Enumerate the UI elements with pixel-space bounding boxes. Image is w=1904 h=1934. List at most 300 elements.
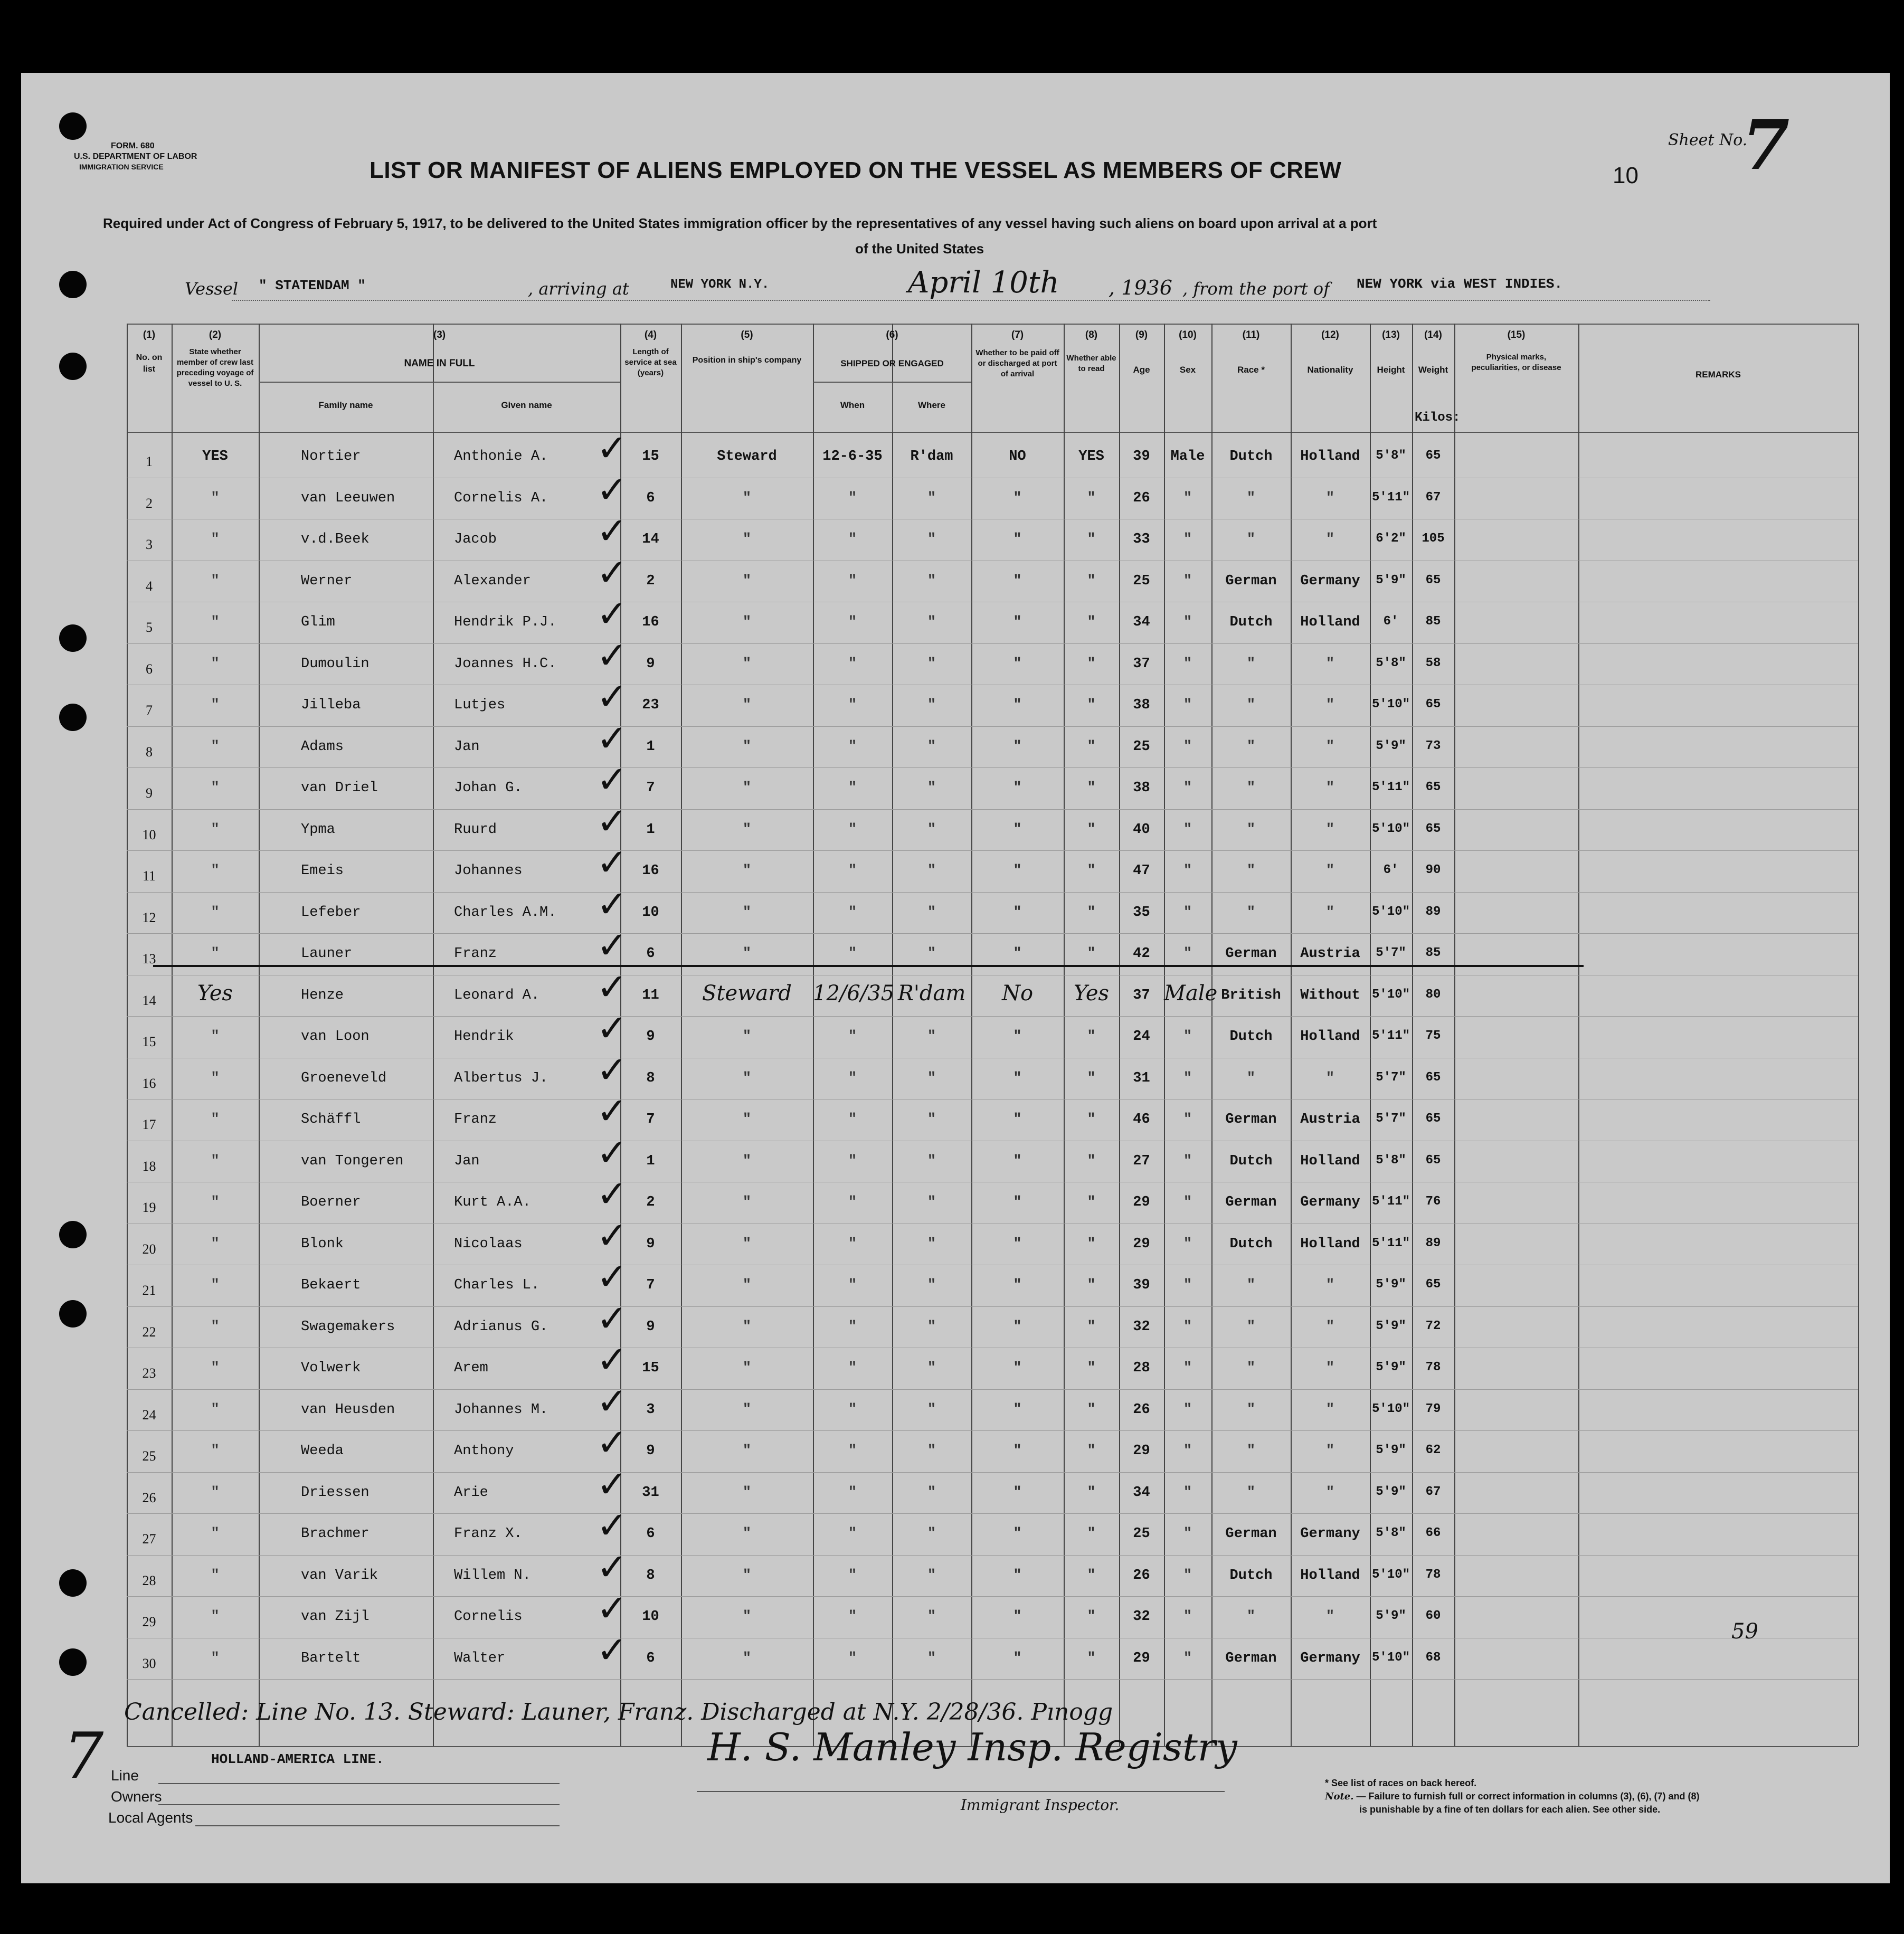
cell-sex: " [1183, 780, 1192, 796]
cell-read: " [1087, 863, 1096, 879]
cell-weight: 85 [1425, 614, 1441, 629]
margin-note: 59 [1731, 1619, 1758, 1644]
cell-age: 28 [1133, 1360, 1150, 1376]
cell-family: van Loon [301, 1029, 370, 1045]
cell-prev: " [211, 780, 220, 796]
cell-nat: " [1325, 656, 1335, 672]
cell-where: " [927, 821, 936, 838]
cell-no: 28 [142, 1572, 156, 1588]
cell-race: " [1246, 863, 1256, 879]
cell-given: Hendrik P.J. [454, 614, 557, 630]
cell-given: Adrianus G. [454, 1319, 548, 1335]
cell-given: Franz [454, 1112, 497, 1127]
cell-height: 5'10" [1371, 1650, 1410, 1665]
cell-nat: " [1325, 738, 1335, 755]
cell-paid: " [1013, 821, 1022, 838]
punch-hole [59, 1648, 87, 1676]
row-rule [127, 1555, 1858, 1556]
owners-label: Owners [111, 1788, 162, 1805]
check-mark-icon: ✓ [596, 1297, 628, 1339]
col9-header: (9) Age [1133, 329, 1150, 375]
line13-strikethrough [153, 965, 1584, 967]
cell-weight: 78 [1425, 1567, 1441, 1582]
row-rule [127, 1389, 1858, 1390]
cell-age: 29 [1133, 1236, 1150, 1252]
cell-given: Alexander [454, 573, 531, 589]
cell-paid: " [1013, 1526, 1022, 1542]
check-mark-icon: ✓ [596, 1091, 628, 1132]
manifest-sheet [21, 73, 1890, 1883]
from-port: NEW YORK via WEST INDIES. [1357, 276, 1563, 292]
cell-sex: " [1183, 1401, 1192, 1418]
check-mark-icon: ✓ [596, 428, 628, 469]
check-mark-icon: ✓ [596, 925, 628, 966]
cell-family: v.d.Beek [301, 532, 370, 547]
cell-race: " [1246, 1319, 1256, 1335]
cell-family: Launer [301, 946, 353, 962]
corner-mark: 7 [63, 1720, 104, 1793]
cell-service: 7 [646, 1112, 655, 1127]
cell-service: 9 [646, 1029, 655, 1045]
cell-when: " [848, 1236, 857, 1252]
cell-service: 15 [642, 1360, 659, 1376]
cell-no: 8 [146, 744, 153, 760]
cell-where: " [927, 1609, 936, 1625]
cell-no: 13 [142, 951, 156, 966]
row-rule [127, 1306, 1858, 1307]
check-mark-icon: ✓ [596, 1215, 628, 1256]
col12-header: (12) Nationality [1307, 329, 1353, 375]
cell-sex: " [1183, 863, 1192, 879]
cell-no: 25 [142, 1448, 156, 1464]
cell-position: " [742, 1277, 752, 1293]
cell-age: 25 [1133, 573, 1150, 589]
cell-service: 10 [642, 1609, 659, 1625]
form-number: FORM. 680 [111, 141, 155, 150]
cell-height: 6' [1383, 863, 1399, 877]
cell-when: " [848, 656, 857, 672]
cell-paid: " [1013, 1360, 1022, 1376]
cell-nat: " [1325, 1443, 1335, 1459]
cell-paid: " [1013, 1567, 1022, 1584]
cell-family: Werner [301, 573, 353, 589]
cell-when: " [848, 532, 857, 547]
cell-nat: Holland [1300, 1029, 1360, 1045]
cell-no: 10 [142, 827, 156, 842]
col3-family-header: Family name [318, 400, 373, 410]
check-mark-icon: ✓ [596, 1505, 628, 1546]
cell-when: " [848, 1194, 857, 1210]
cell-where: " [927, 1526, 936, 1542]
check-mark-icon: ✓ [596, 1132, 628, 1173]
cell-position: " [742, 1112, 752, 1127]
cell-paid: " [1013, 1153, 1022, 1169]
cell-given: Anthonie A. [454, 449, 548, 464]
cell-paid: " [1013, 780, 1022, 796]
cell-sex: " [1183, 1236, 1192, 1252]
cell-paid: " [1013, 1609, 1022, 1625]
cell-height: 5'7" [1376, 1112, 1406, 1126]
cell-prev: YES [202, 449, 228, 464]
row-rule [127, 892, 1858, 893]
cell-age: 26 [1133, 1567, 1150, 1584]
cell-read: " [1087, 1567, 1096, 1584]
cell-race: " [1246, 1360, 1256, 1376]
cell-weight: 67 [1425, 490, 1441, 505]
cell-sex: Male [1164, 981, 1218, 1006]
cell-read: " [1087, 1360, 1096, 1376]
cell-height: 5'10" [1371, 697, 1410, 712]
line-label: Line [111, 1767, 139, 1784]
cell-paid: " [1013, 1650, 1022, 1666]
cell-paid: " [1013, 1194, 1022, 1210]
cell-position: " [742, 1194, 752, 1210]
row-rule [127, 933, 1858, 934]
cell-nat: " [1325, 1277, 1335, 1293]
cell-race: German [1225, 573, 1277, 589]
cell-given: Franz [454, 946, 497, 962]
cell-given: Cornelis A. [454, 490, 548, 506]
cell-given: Willem N. [454, 1567, 531, 1584]
weight-unit: Kilos: [1415, 411, 1461, 425]
check-mark-icon: ✓ [596, 1008, 628, 1049]
cell-position: " [742, 1070, 752, 1086]
cell-service: 9 [646, 656, 655, 672]
cell-prev: " [211, 1112, 220, 1127]
cell-given: Charles L. [454, 1277, 540, 1293]
cell-family: van Driel [301, 780, 378, 796]
cell-sex: " [1183, 1029, 1192, 1045]
cell-given: Charles A.M. [454, 904, 557, 921]
cell-weight: 85 [1425, 946, 1441, 960]
cell-family: Bekaert [301, 1277, 361, 1293]
cell-age: 35 [1133, 904, 1150, 921]
owners-underline [158, 1804, 560, 1805]
cell-given: Ruurd [454, 821, 497, 838]
cell-read: " [1087, 573, 1096, 589]
cell-read: " [1087, 614, 1096, 630]
cell-no: 4 [146, 578, 153, 594]
cell-weight: 105 [1422, 532, 1445, 546]
cell-where: " [927, 780, 936, 796]
cell-read: " [1087, 1609, 1096, 1625]
cell-given: Jacob [454, 532, 497, 547]
cell-where: " [927, 1070, 936, 1086]
cell-nat: Without [1300, 987, 1360, 1003]
vessel-name: " STATENDAM " [259, 278, 366, 293]
cell-prev: " [211, 821, 220, 838]
cell-prev: " [211, 614, 220, 630]
cell-family: Schäffl [301, 1112, 361, 1127]
cell-no: 3 [146, 537, 153, 552]
cell-sex: " [1183, 1153, 1192, 1169]
check-mark-icon: ✓ [596, 966, 628, 1008]
cell-nat: Austria [1300, 946, 1360, 962]
cell-family: Groeneveld [301, 1070, 387, 1086]
cell-sex: " [1183, 904, 1192, 921]
cell-race: " [1246, 1277, 1256, 1293]
cell-when: " [848, 946, 857, 962]
cell-no: 24 [142, 1407, 156, 1423]
cell-position: " [742, 1650, 752, 1666]
cell-height: 5'9" [1376, 1360, 1406, 1374]
col1-header: (1) No. on list [136, 329, 163, 374]
cell-paid: " [1013, 697, 1022, 713]
cell-prev: " [211, 1360, 220, 1376]
cell-weight: 60 [1425, 1609, 1441, 1623]
cell-when: " [848, 1650, 857, 1666]
cell-age: 34 [1133, 614, 1150, 630]
cell-weight: 62 [1425, 1443, 1441, 1457]
cell-age: 27 [1133, 1153, 1150, 1169]
cell-no: 5 [146, 620, 153, 635]
col-divider [1578, 324, 1579, 1746]
cell-paid: " [1013, 1484, 1022, 1501]
col13-header: (13) Height [1377, 329, 1405, 375]
cell-sex: " [1183, 656, 1192, 672]
cell-family: Ypma [301, 821, 335, 838]
cell-no: 6 [146, 661, 153, 677]
cell-race: Dutch [1229, 449, 1273, 464]
cell-when: " [848, 738, 857, 755]
cell-paid: " [1013, 904, 1022, 921]
cell-position: " [742, 532, 752, 547]
cell-given: Lutjes [454, 697, 506, 713]
arriving-port: NEW YORK N.Y. [670, 278, 770, 292]
cell-family: Jilleba [301, 697, 361, 713]
cell-height: 5'10" [1371, 821, 1410, 836]
cell-when: " [848, 1609, 857, 1625]
cell-age: 33 [1133, 532, 1150, 547]
vessel-label: Vessel [185, 279, 239, 299]
cell-position: Steward [717, 449, 777, 464]
cell-nat: Austria [1300, 1112, 1360, 1127]
cell-where: " [927, 904, 936, 921]
cell-no: 23 [142, 1366, 156, 1381]
cell-paid: " [1013, 946, 1022, 962]
local-agents-label: Local Agents [108, 1809, 193, 1826]
cell-prev: " [211, 1236, 220, 1252]
cell-race: Dutch [1229, 1153, 1273, 1169]
row-rule [127, 1016, 1858, 1017]
cell-service: 10 [642, 904, 659, 921]
cell-age: 37 [1133, 987, 1150, 1003]
cell-paid: " [1013, 738, 1022, 755]
cell-sex: " [1183, 821, 1192, 838]
cell-given: Franz X. [454, 1526, 523, 1542]
cell-weight: 78 [1425, 1360, 1441, 1374]
cell-height: 5'7" [1376, 1070, 1406, 1085]
cell-prev: " [211, 1401, 220, 1418]
cell-prev: " [211, 1153, 220, 1169]
cell-height: 5'8" [1376, 656, 1406, 670]
cell-given: Walter [454, 1650, 506, 1666]
cell-race: " [1246, 490, 1256, 506]
cell-no: 17 [142, 1117, 156, 1132]
cell-sex: Male [1170, 449, 1205, 464]
cell-service: 1 [646, 1153, 655, 1169]
cell-service: 9 [646, 1443, 655, 1459]
vessel-underline [232, 300, 1710, 301]
cell-paid: " [1013, 1277, 1022, 1293]
check-mark-icon: ✓ [596, 552, 628, 593]
cell-sex: " [1183, 1360, 1192, 1376]
check-mark-icon: ✓ [596, 676, 628, 717]
cell-service: 8 [646, 1070, 655, 1086]
cell-weight: 89 [1425, 904, 1441, 919]
cell-prev: " [211, 738, 220, 755]
arrival-date: April 10th [908, 266, 1059, 300]
cell-weight: 76 [1425, 1194, 1441, 1209]
cell-family: van Tongeren [301, 1153, 404, 1169]
cell-weight: 65 [1425, 449, 1441, 463]
cell-nat: " [1325, 863, 1335, 879]
cell-position: " [742, 656, 752, 672]
cell-nat: Holland [1300, 1153, 1360, 1169]
cell-weight: 65 [1425, 1112, 1441, 1126]
cell-paid: " [1013, 614, 1022, 630]
cell-family: van Leeuwen [301, 490, 395, 506]
sheet-label: Sheet No. [1668, 131, 1748, 149]
cell-age: 29 [1133, 1650, 1150, 1666]
cell-prev: " [211, 1650, 220, 1666]
cell-race: " [1246, 1401, 1256, 1418]
punch-hole [59, 1569, 87, 1597]
cell-position: " [742, 1526, 752, 1542]
cell-when: " [848, 1277, 857, 1293]
punch-hole [59, 353, 87, 380]
cell-height: 5'8" [1376, 1153, 1406, 1168]
check-mark-icon: ✓ [596, 634, 628, 676]
check-mark-icon: ✓ [596, 1588, 628, 1629]
cell-nat: Holland [1300, 1567, 1360, 1584]
cell-age: 39 [1133, 1277, 1150, 1293]
cell-sex: " [1183, 1319, 1192, 1335]
cell-sex: " [1183, 1484, 1192, 1501]
cell-age: 46 [1133, 1112, 1150, 1127]
cell-height: 5'10" [1371, 904, 1410, 919]
cell-service: 1 [646, 738, 655, 755]
row-rule [127, 1430, 1858, 1431]
agents-underline [195, 1825, 560, 1826]
cell-where: " [927, 1443, 936, 1459]
check-mark-icon: ✓ [596, 800, 628, 842]
footnote-races: * See list of races on back hereof. [1325, 1778, 1477, 1788]
cell-race: Dutch [1229, 1029, 1273, 1045]
cell-read: " [1087, 1153, 1096, 1169]
cell-where: " [927, 1484, 936, 1501]
cell-age: 26 [1133, 1401, 1150, 1418]
inspector-signature-line [697, 1791, 1225, 1792]
cell-where: " [927, 1029, 936, 1045]
cell-race: Dutch [1229, 1567, 1273, 1584]
cell-race: British [1221, 987, 1281, 1003]
cell-sex: " [1183, 1277, 1192, 1293]
cell-height: 5'7" [1376, 946, 1406, 960]
cell-no: 16 [142, 1075, 156, 1091]
cell-family: Lefeber [301, 904, 361, 921]
check-mark-icon: ✓ [596, 883, 628, 925]
cell-position: " [742, 1029, 752, 1045]
row-rule [127, 850, 1858, 851]
cell-read: " [1087, 1194, 1096, 1210]
cell-where: " [927, 1401, 936, 1418]
cell-service: 6 [646, 946, 655, 962]
cell-paid: " [1013, 1236, 1022, 1252]
cell-height: 6' [1383, 614, 1399, 629]
arrival-year: , 1936 [1109, 276, 1172, 299]
check-mark-icon: ✓ [596, 1546, 628, 1588]
cell-given: Anthony [454, 1443, 514, 1459]
cell-age: 32 [1133, 1609, 1150, 1625]
subtitle-line2: of the United States [855, 241, 984, 257]
cell-service: 16 [642, 863, 659, 879]
cell-prev: " [211, 863, 220, 879]
cell-when: " [848, 614, 857, 630]
cell-read: " [1087, 1650, 1096, 1666]
cell-when: " [848, 1443, 857, 1459]
cell-age: 42 [1133, 946, 1150, 962]
cell-weight: 65 [1425, 697, 1441, 712]
cell-where: R'dam [897, 981, 966, 1006]
cell-sex: " [1183, 1070, 1192, 1086]
cell-position: " [742, 573, 752, 589]
cell-no: 26 [142, 1490, 156, 1505]
cell-prev: " [211, 697, 220, 713]
cell-read: " [1087, 697, 1096, 713]
cell-sex: " [1183, 738, 1192, 755]
form-service: IMMIGRATION SERVICE [79, 163, 164, 171]
check-mark-icon: ✓ [596, 1049, 628, 1091]
cell-read: " [1087, 1443, 1096, 1459]
cell-race: " [1246, 656, 1256, 672]
cell-height: 5'8" [1376, 449, 1406, 463]
cell-height: 5'11" [1371, 1236, 1410, 1250]
sheet-stamp: 10 [1613, 163, 1638, 188]
cell-family: Henze [301, 987, 344, 1003]
cell-position: " [742, 1360, 752, 1376]
cell-given: Nicolaas [454, 1236, 523, 1252]
cell-sex: " [1183, 1443, 1192, 1459]
cell-paid: " [1013, 1319, 1022, 1335]
cell-weight: 80 [1425, 987, 1441, 1002]
cell-prev: " [211, 904, 220, 921]
cell-race: " [1246, 532, 1256, 547]
cell-paid: No [1001, 981, 1034, 1006]
cell-no: 21 [142, 1283, 156, 1298]
cell-height: 5'9" [1376, 573, 1406, 587]
cell-height: 5'10" [1371, 987, 1410, 1002]
cell-weight: 75 [1425, 1029, 1441, 1043]
cell-paid: " [1013, 1070, 1022, 1086]
cell-service: 8 [646, 1567, 655, 1584]
cell-read: " [1087, 490, 1096, 506]
cell-sex: " [1183, 1194, 1192, 1210]
cell-family: Driessen [301, 1484, 370, 1501]
row-rule [127, 1472, 1858, 1473]
cell-service: 16 [642, 614, 659, 630]
cell-position: " [742, 780, 752, 796]
cell-given: Arem [454, 1360, 488, 1376]
cell-no: 7 [146, 703, 153, 718]
check-mark-icon: ✓ [596, 510, 628, 552]
cell-when: " [848, 697, 857, 713]
cell-where: " [927, 614, 936, 630]
cell-where: " [927, 1153, 936, 1169]
col6-when-header: When [840, 400, 865, 410]
cell-service: 6 [646, 490, 655, 506]
cell-no: 22 [142, 1324, 156, 1340]
